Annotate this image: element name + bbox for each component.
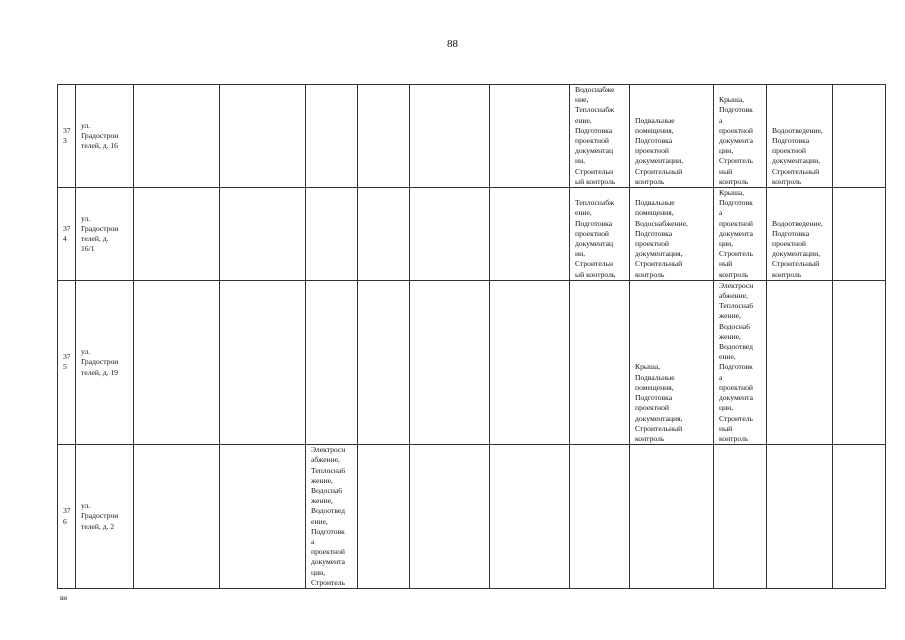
works-cell-2021: Крыша, Подвальные помещения, Подготовка проектной документация, Строительный контроль xyxy=(630,280,714,444)
empty-cell xyxy=(490,280,570,444)
empty-cell xyxy=(306,188,358,281)
table-row xyxy=(58,280,886,444)
empty-cell xyxy=(358,85,410,188)
empty-cell xyxy=(410,85,490,188)
works-cell-2020: Теплоснабж ение, Подготовка проектной документац ии, Строительн ый контроль xyxy=(570,188,630,281)
empty-cell xyxy=(630,445,714,589)
empty-cell xyxy=(490,188,570,281)
works-cell-2022: Крыша, Подготовк а проектной документа ции, Строитель ный контроль xyxy=(714,85,767,188)
empty-cell xyxy=(306,280,358,444)
empty-cell xyxy=(490,85,570,188)
empty-cell xyxy=(306,85,358,188)
works-cell-2022: Крыша, Подготовк а проектной документа ции, Строитель ный контроль xyxy=(714,188,767,281)
row-number-cell: 37 6 xyxy=(58,445,76,589)
works-cell-2022: Электросн абжение, Теплосна6 жение, Водосна6 жение, Водоотвед ение, Подготовк а проектной документа ции, Строитель ный контроль xyxy=(714,280,767,444)
works-cell-2023: Водоотведение, Подготовка проектной документации, Строительный контроль xyxy=(767,188,833,281)
works-cell-2023: Водоотведение, Подготовка проектной документации, Строительный контроль xyxy=(767,85,833,188)
footer-note: ви xyxy=(60,594,68,602)
empty-cell xyxy=(134,445,220,589)
empty-cell xyxy=(410,445,490,589)
row-number-cell: 37 5 xyxy=(58,280,76,444)
empty-cell xyxy=(358,280,410,444)
empty-cell xyxy=(570,445,630,589)
empty-cell xyxy=(410,280,490,444)
empty-cell xyxy=(134,85,220,188)
row-number-cell: 37 3 xyxy=(58,85,76,188)
empty-cell xyxy=(220,280,306,444)
repair-schedule-table xyxy=(57,84,886,589)
empty-cell xyxy=(134,188,220,281)
empty-cell xyxy=(358,188,410,281)
address-cell: ул. Градострои телей, д. 16 xyxy=(76,85,134,188)
row-number-cell: 37 4 xyxy=(58,188,76,281)
empty-cell xyxy=(833,445,886,589)
empty-cell xyxy=(767,445,833,589)
address-cell: ул. Градострои телей, д. 19 xyxy=(76,280,134,444)
table-row xyxy=(58,85,886,188)
table-row xyxy=(58,188,886,281)
address-cell: ул. Градострои телей, д. 16/1 xyxy=(76,188,134,281)
works-cell-2021: Подвальные помещения, Водоснабжение, Подготовка проектной документация, Строительный контроль xyxy=(630,188,714,281)
address-cell: ул. Градострои телей, д. 2 xyxy=(76,445,134,589)
empty-cell xyxy=(410,188,490,281)
empty-cell xyxy=(833,280,886,444)
empty-cell xyxy=(833,188,886,281)
page-number: 88 xyxy=(447,38,458,50)
empty-cell xyxy=(220,85,306,188)
empty-cell xyxy=(570,280,630,444)
table-row xyxy=(58,445,886,589)
empty-cell xyxy=(767,280,833,444)
empty-cell xyxy=(358,445,410,589)
empty-cell xyxy=(833,85,886,188)
works-cell-2021: Подвальные помещения, Подготовка проектной документации, Строительный контроль xyxy=(630,85,714,188)
works-cell-2020: Водоснабже ние, Теплоснабж ение, Подготовка проектной документац ии, Строительн ый контроль xyxy=(570,85,630,188)
empty-cell xyxy=(714,445,767,589)
empty-cell xyxy=(134,280,220,444)
empty-cell xyxy=(220,445,306,589)
empty-cell xyxy=(490,445,570,589)
works-cell-2017: Электросн абжение, Теплосна6 жение, Водосна6 жение, Водоотвед ение, Подготовк а проектной документа ции, Строитель xyxy=(306,445,358,589)
empty-cell xyxy=(220,188,306,281)
